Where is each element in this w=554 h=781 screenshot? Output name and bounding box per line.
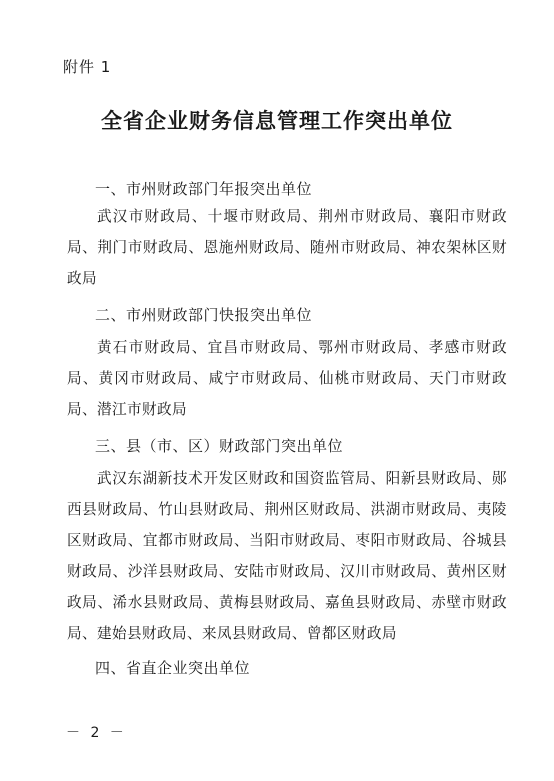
- document-title: 全省企业财务信息管理工作突出单位: [101, 108, 453, 133]
- section-heading-2: 二、市州财政部门快报突出单位: [95, 306, 313, 324]
- attachment-label: 附件 1: [63, 58, 112, 76]
- section-body-3: 武汉东湖新技术开发区财政和国资监管局、阳新县财政局、郧西县财政局、竹山县财政局、荆州区财政局、洪湖市财政局、夷陵区财政局、宜都市财政局、当阳市财政局、枣阳市财政局、谷城县财政局、沙洋县财政局、安陆市财政局、汉川市财政局、黄州区财政局、浠水县财政局、黄梅县财政局、嘉鱼县财政局、赤壁市财政局、建始县财政局、来凤县财政局、曾都区财政局: [67, 470, 507, 642]
- page-number: － 2 －: [66, 725, 127, 741]
- section-heading-3: 三、县（市、区）财政部门突出单位: [95, 437, 344, 455]
- section-body-2: 黄石市财政局、宜昌市财政局、鄂州市财政局、孝感市财政局、黄冈市财政局、咸宁市财政局、仙桃市财政局、天门市财政局、潜江市财政局: [67, 339, 507, 418]
- section-heading-4: 四、省直企业突出单位: [95, 659, 251, 677]
- section-body-1: 武汉市财政局、十堰市财政局、荆州市财政局、襄阳市财政局、荆门市财政局、恩施州财政局、随州市财政局、神农架林区财政局: [67, 208, 507, 287]
- section-heading-1: 一、市州财政部门年报突出单位: [95, 180, 313, 198]
